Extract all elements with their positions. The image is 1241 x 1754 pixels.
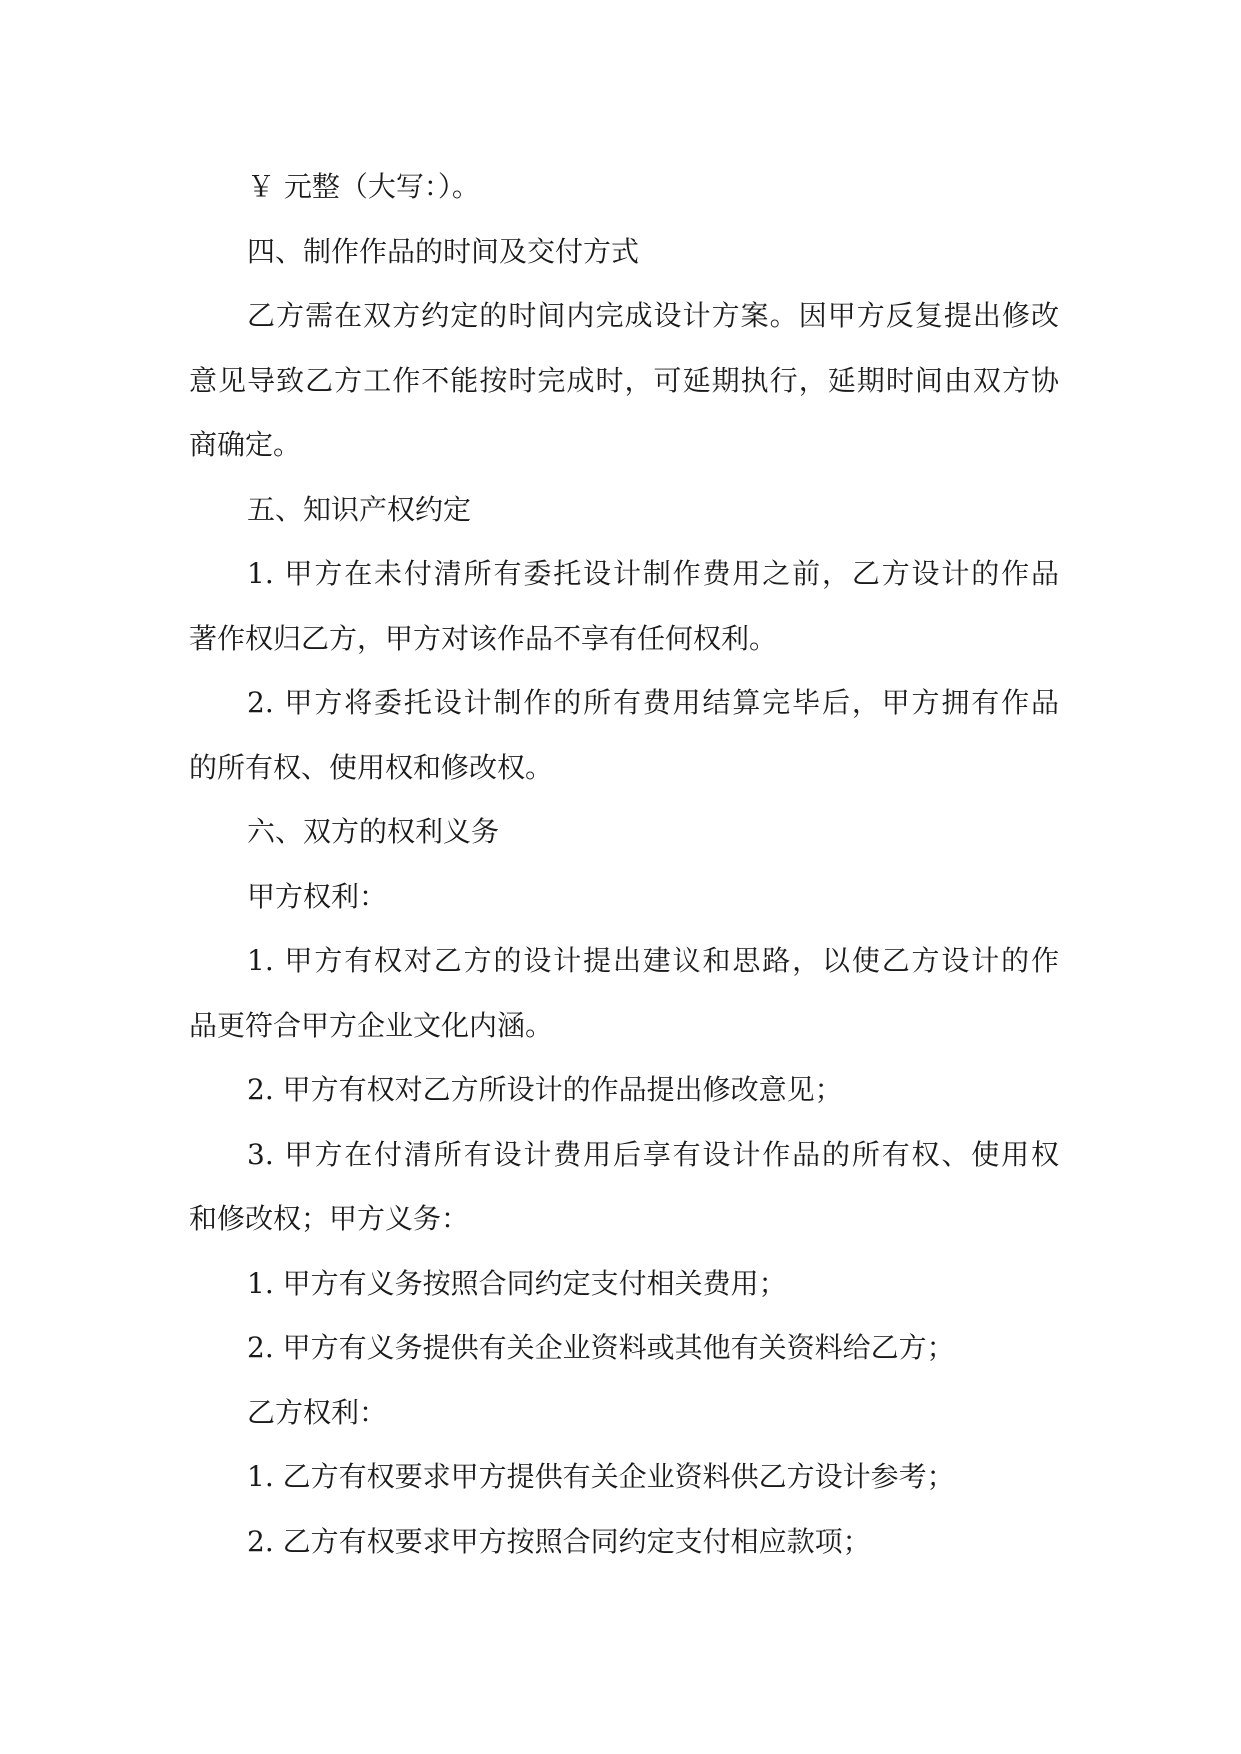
list-item-line: 和修改权；甲方义务：	[189, 1202, 470, 1235]
list-item-line: 1. 甲方有义务按照合同约定支付相关费用；	[247, 1266, 787, 1300]
subheading-party-b-rights: 乙方权利：	[247, 1395, 388, 1429]
paragraph-line: 意见导致乙方工作不能按时完成时，可延期执行，延期时间由双方协	[189, 363, 1059, 397]
list-item-line: 的所有权、使用权和修改权。	[189, 750, 554, 784]
section-heading-delivery: 四、制作作品的时间及交付方式	[247, 234, 640, 268]
list-item-line: 2. 乙方有权要求甲方按照合同约定支付相应款项；	[247, 1524, 871, 1558]
subheading-party-a-rights: 甲方权利：	[247, 879, 388, 913]
section-heading-rights: 六、双方的权利义务	[247, 815, 500, 848]
list-item-line: 1. 甲方在未付清所有委托设计制作费用之前，乙方设计的作品	[247, 557, 1059, 590]
paragraph-line: 商确定。	[189, 428, 302, 461]
list-item-line: 品更符合甲方企业文化内涵。	[189, 1008, 554, 1042]
list-item-line: 1. 乙方有权要求甲方提供有关企业资料供乙方设计参考；	[247, 1460, 955, 1493]
list-item-line: 2. 甲方有义务提供有关企业资料或其他有关资料给乙方；	[247, 1331, 955, 1364]
section-heading-ip: 五、知识产权约定	[247, 492, 472, 526]
document-body	[189, 155, 1059, 1574]
list-item-line: 著作权归乙方，甲方对该作品不享有任何权利。	[189, 621, 778, 655]
list-item-line: 2. 甲方有权对乙方所设计的作品提出修改意见；	[247, 1073, 843, 1106]
list-item-line: 3. 甲方在付清所有设计费用后享有设计作品的所有权、使用权	[247, 1137, 1059, 1171]
amount-line: ￥ 元整（大写：）。	[247, 170, 480, 203]
paragraph-line: 乙方需在双方约定的时间内完成设计方案。因甲方反复提出修改	[247, 299, 1059, 332]
list-item-line: 1. 甲方有权对乙方的设计提出建议和思路，以使乙方设计的作	[247, 944, 1059, 977]
list-item-line: 2. 甲方将委托设计制作的所有费用结算完毕后，甲方拥有作品	[247, 686, 1059, 719]
